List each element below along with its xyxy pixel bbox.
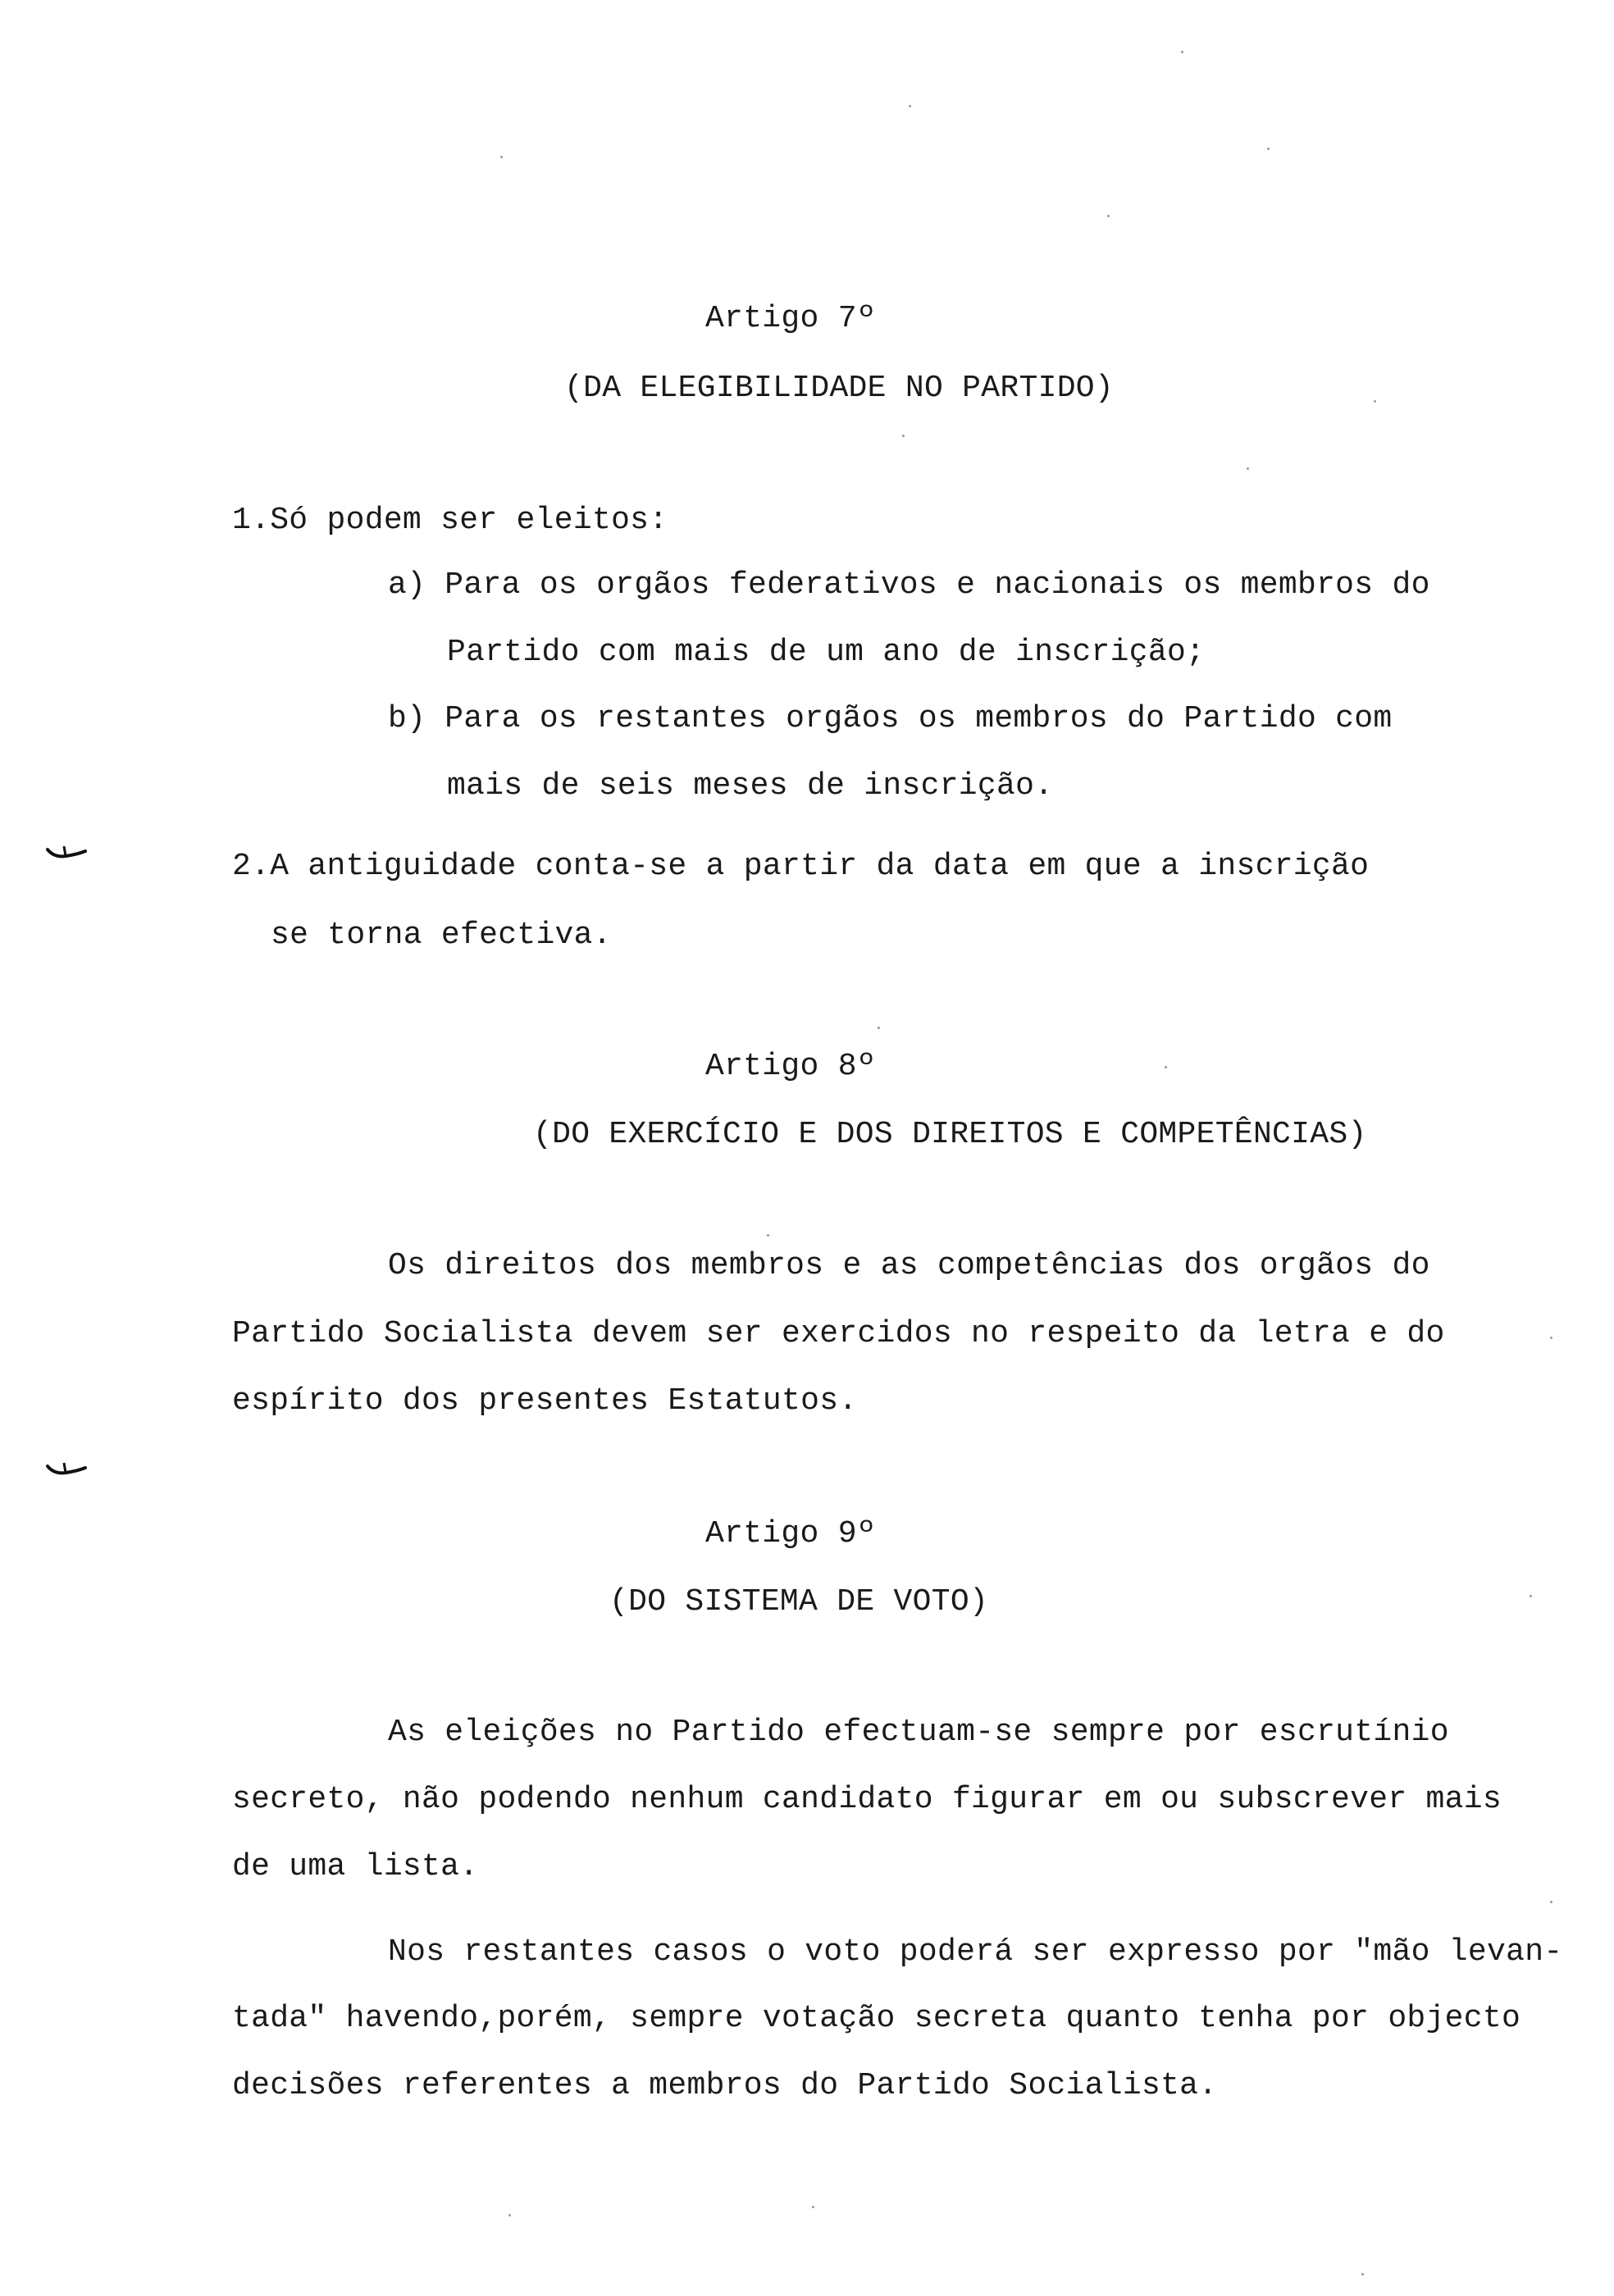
scan-speck xyxy=(508,2214,511,2216)
article-7-item-1b-line-1: b) Para os restantes orgãos os membros do Partido com xyxy=(388,701,1393,736)
article-7-subheading: (DA ELEGIBILIDADE NO PARTIDO) xyxy=(564,371,1115,406)
article-9-paragraph-1-line-3: de uma lista. xyxy=(232,1849,479,1884)
scan-speck xyxy=(1550,1901,1552,1903)
article-9-paragraph-2-line-1: Nos restantes casos o voto poderá ser expresso por "mão levan- xyxy=(388,1934,1563,1970)
binding-mark-bottom xyxy=(46,1461,87,1481)
scan-speck xyxy=(1107,215,1110,217)
scan-speck xyxy=(909,105,911,107)
article-8-paragraph-line-3: espírito dos presentes Estatutos. xyxy=(232,1383,858,1419)
scan-speck xyxy=(500,156,503,158)
article-9-paragraph-1-line-1: As eleições no Partido efectuam-se sempre por escrutínio xyxy=(388,1715,1449,1750)
scan-speck xyxy=(1550,1337,1552,1339)
scan-speck xyxy=(1361,2273,1364,2276)
scan-speck xyxy=(1247,467,1249,470)
article-7-item-1b-line-2: mais de seis meses de inscrição. xyxy=(447,768,1054,804)
article-7-item-1a-line-2: Partido com mais de um ano de inscrição; xyxy=(447,635,1206,670)
scan-speck xyxy=(1267,148,1270,150)
scan-speck xyxy=(812,2206,814,2208)
article-9-paragraph-1-line-2: secreto, não podendo nenhum candidato figurar em ou subscrever mais xyxy=(232,1782,1502,1817)
article-9-paragraph-2-line-3: decisões referentes a membros do Partido Socialista. xyxy=(232,2068,1218,2103)
article-8-paragraph-line-2: Partido Socialista devem ser exercidos no respeito da letra e do xyxy=(232,1316,1445,1351)
article-8-paragraph-line-1: Os direitos dos membros e as competências dos orgãos do xyxy=(388,1248,1430,1283)
scan-speck xyxy=(1181,51,1183,53)
article-9-heading: Artigo 9º xyxy=(705,1516,876,1551)
scan-speck xyxy=(878,1027,880,1029)
scan-speck xyxy=(767,1234,769,1237)
article-7-item-1-intro: 1.Só podem ser eleitos: xyxy=(232,503,668,538)
scan-speck xyxy=(1165,1066,1167,1068)
scan-speck xyxy=(902,435,905,437)
binding-mark-top xyxy=(46,845,87,864)
article-7-item-2-line-2: se torna efectiva. xyxy=(271,918,612,953)
article-9-paragraph-2-line-2: tada" havendo,porém, sempre votação secreta quanto tenha por objecto xyxy=(232,2001,1521,2036)
article-7-item-1a-line-1: a) Para os orgãos federativos e nacionais os membros do xyxy=(388,567,1430,603)
scan-speck xyxy=(1530,1595,1532,1597)
article-7-item-2-line-1: 2.A antiguidade conta-se a partir da data em que a inscrição xyxy=(232,849,1370,884)
article-7-heading: Artigo 7º xyxy=(705,301,876,336)
article-8-subheading: (DO EXERCÍCIO E DOS DIREITOS E COMPETÊNCIAS) xyxy=(533,1117,1367,1152)
article-9-subheading: (DO SISTEMA DE VOTO) xyxy=(609,1584,989,1620)
scan-speck xyxy=(1374,400,1376,403)
article-8-heading: Artigo 8º xyxy=(705,1049,876,1084)
